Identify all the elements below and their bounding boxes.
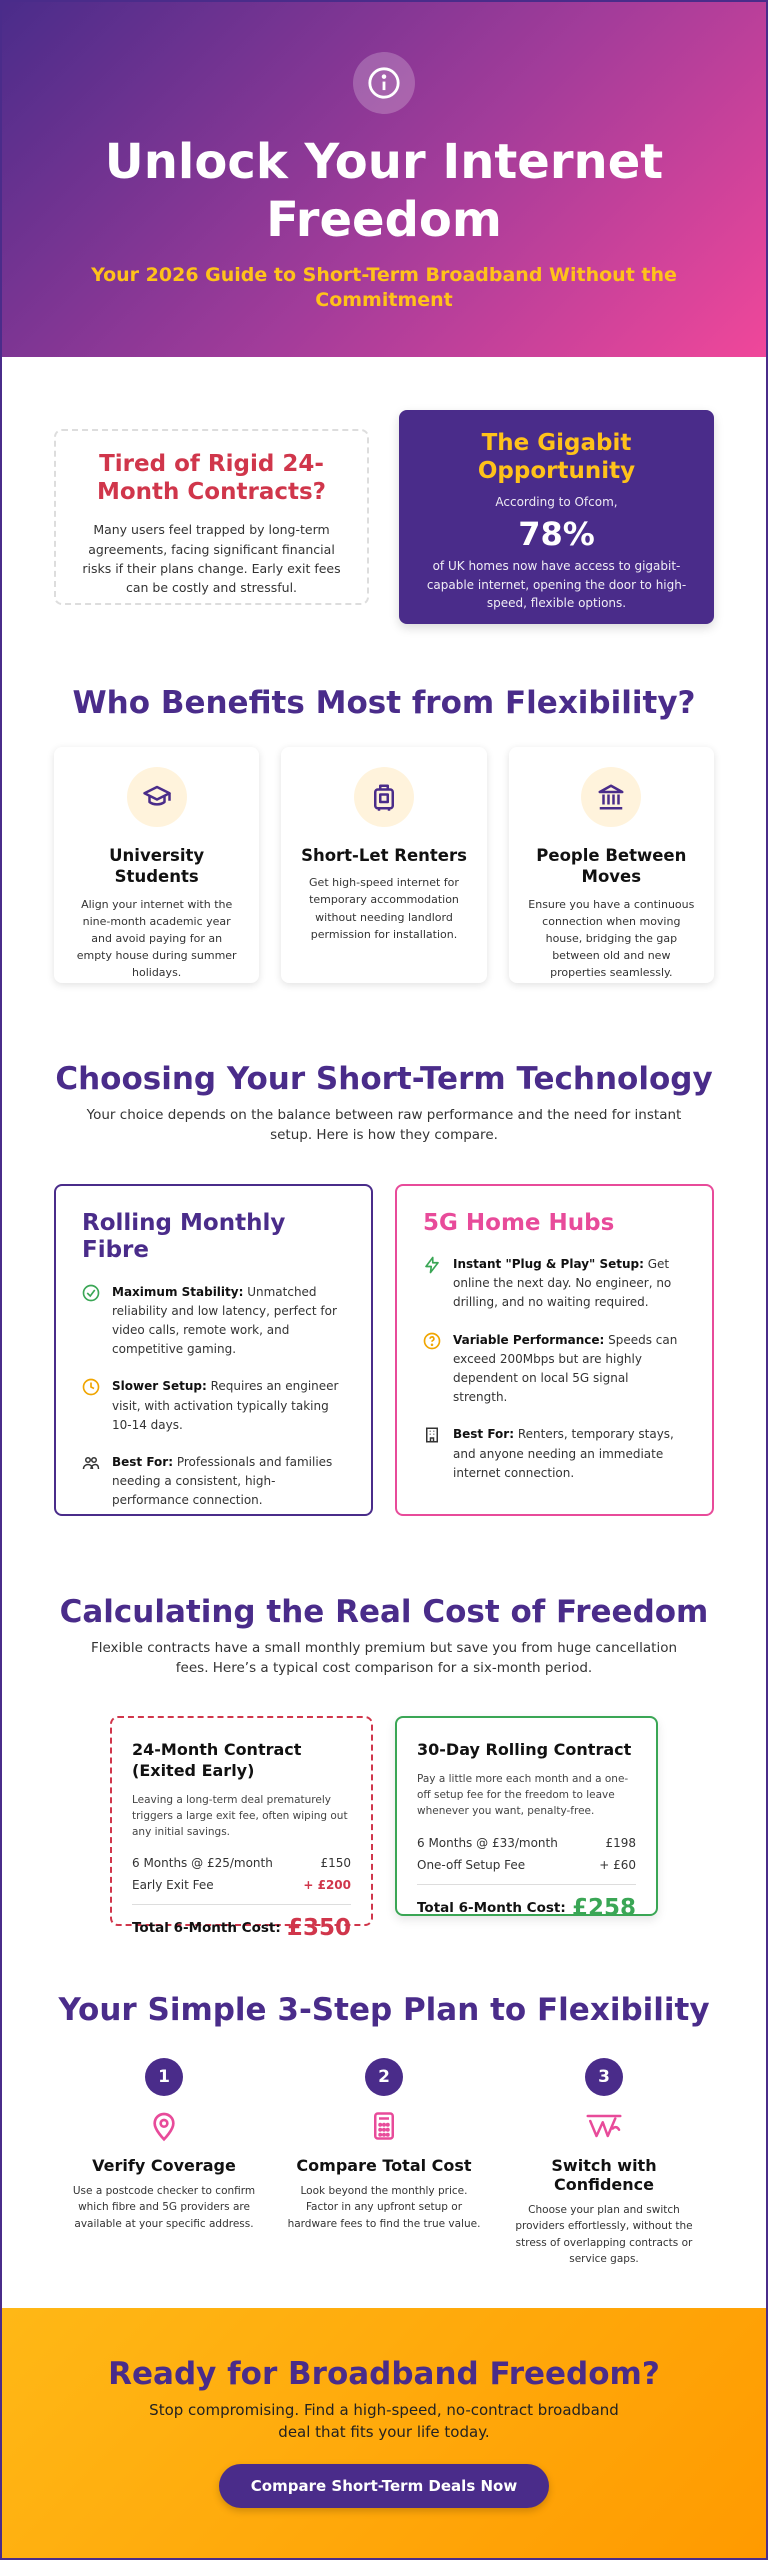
divider bbox=[417, 1884, 636, 1885]
cost-total bbox=[417, 1895, 636, 1921]
problem-text: Many users feel trapped by long-term agreements, facing significant financial risks if their plans change. Early exit fees can be costly and stressful. bbox=[82, 522, 341, 596]
fibre-title: Rolling Monthly Fibre bbox=[82, 1209, 286, 1264]
fibre-card bbox=[54, 1184, 373, 1516]
cost-line-value: + £60 bbox=[599, 1857, 636, 1872]
cost-card-desc: Leaving a long-term deal prematurely triggers a large exit fee, often wiping out any initial savings. bbox=[132, 1793, 348, 1839]
divider bbox=[132, 1904, 351, 1905]
tech-section bbox=[2, 983, 766, 1516]
building-icon bbox=[581, 767, 641, 827]
check-circle-icon bbox=[82, 1283, 100, 1360]
rolling-cost-card bbox=[395, 1716, 658, 1921]
stat-source: According to Ofcom, bbox=[495, 495, 618, 510]
step-item bbox=[494, 2058, 714, 2267]
benefits-title: Who Benefits Most from Flexibility? bbox=[72, 685, 696, 721]
cost-line bbox=[132, 1874, 351, 1896]
tech-item-text: Professionals and families needing a consistent, high-performance connection. bbox=[112, 1455, 333, 1508]
tech-item-text: Requires an engineer visit, with activation typically taking 10-14 days. bbox=[112, 1379, 339, 1432]
benefit-title: People Between Moves bbox=[536, 846, 687, 887]
cost-line bbox=[417, 1854, 636, 1876]
tech-item-label: Slower Setup: bbox=[112, 1379, 207, 1394]
tech-item-text: Unmatched reliability and low latency, perfect for video calls, remote work, and competitive gaming. bbox=[112, 1284, 337, 1357]
step-number: 3 bbox=[585, 2058, 623, 2096]
compare-deals-button[interactable]: Compare Short-Term Deals Now bbox=[219, 2464, 549, 2508]
tech-item bbox=[82, 1283, 345, 1360]
tech-item bbox=[423, 1425, 686, 1483]
steps-section bbox=[2, 1926, 766, 2267]
cta-text: Stop compromising. Find a high-speed, no-contract broadband deal that fits your life today. bbox=[149, 2401, 619, 2441]
step-title: Compare Total Cost bbox=[296, 2156, 472, 2175]
cost-total-value: £258 bbox=[571, 1894, 636, 1921]
tech-subtitle: Your choice depends on the balance between raw performance and the need for instant setup. Here is how they compare. bbox=[86, 1107, 682, 1144]
step-text: Use a postcode checker to confirm which fibre and 5G providers are available at your specific address. bbox=[72, 2185, 256, 2230]
step-item bbox=[274, 2058, 494, 2267]
cost-card-title: 24-Month Contract (Exited Early) bbox=[132, 1740, 302, 1780]
tech-title: Choosing Your Short-Term Technology bbox=[55, 1061, 713, 1097]
cost-subtitle: Flexible contracts have a small monthly premium but save you from huge cancellation fees. Here’s a typical cost comparison for a six-month period. bbox=[90, 1639, 678, 1676]
cost-total bbox=[132, 1915, 351, 1941]
graduation-cap-icon bbox=[127, 767, 187, 827]
cost-line-value: + £200 bbox=[303, 1878, 351, 1893]
stat-card bbox=[399, 410, 714, 624]
step-item bbox=[54, 2058, 274, 2267]
benefit-card-movers bbox=[509, 747, 714, 983]
cost-line bbox=[132, 1852, 351, 1874]
clock-icon bbox=[82, 1377, 100, 1435]
page-title: Unlock Your Internet Freedom bbox=[104, 134, 664, 248]
tech-item bbox=[423, 1255, 686, 1313]
benefit-text: Get high-speed internet for temporary accommodation without needing landlord permission for installation. bbox=[309, 876, 459, 941]
cost-section bbox=[2, 1516, 766, 1942]
cost-card-desc: Pay a little more each month and a one-off setup fee for the freedom to leave whenever you want, penalty-free. bbox=[417, 1772, 629, 1818]
tech-item-text: Speeds can exceed 200Mbps but are highly dependent on local 5G signal strength. bbox=[453, 1332, 678, 1405]
cost-card-title: 30-Day Rolling Contract bbox=[417, 1740, 632, 1759]
cost-title: Calculating the Real Cost of Freedom bbox=[59, 1593, 709, 1630]
step-text: Look beyond the monthly price. Factor in any upfront setup or hardware fees to find the true value. bbox=[287, 2185, 481, 2230]
cost-line-label: One-off Setup Fee bbox=[417, 1857, 526, 1872]
cost-line-value: £198 bbox=[605, 1835, 636, 1850]
step-title: Verify Coverage bbox=[92, 2156, 236, 2175]
cost-total-value: £350 bbox=[286, 1915, 351, 1942]
tech-item bbox=[82, 1377, 345, 1435]
benefit-text: Ensure you have a continuous connection when moving house, bridging the gap between old and new properties seamlessly. bbox=[528, 897, 695, 980]
step-title: Switch with Confidence bbox=[551, 2156, 657, 2194]
benefits-section bbox=[2, 637, 766, 983]
cost-line-label: Early Exit Fee bbox=[132, 1878, 214, 1893]
fiveg-card bbox=[395, 1184, 714, 1516]
cost-total-label: Total 6-Month Cost: bbox=[132, 1920, 281, 1937]
cta-title: Ready for Broadband Freedom? bbox=[108, 2356, 660, 2392]
step-number: 2 bbox=[365, 2058, 403, 2096]
steps-title: Your Simple 3-Step Plan to Flexibility bbox=[58, 1992, 710, 2028]
info-icon bbox=[353, 52, 415, 114]
tech-item-label: Best For: bbox=[453, 1427, 515, 1442]
cta-section bbox=[2, 2308, 766, 2560]
cost-line-label: 6 Months @ £33/month bbox=[417, 1835, 558, 1850]
benefit-title: University Students bbox=[109, 846, 205, 887]
benefit-card-students bbox=[54, 747, 259, 983]
hero-banner bbox=[2, 2, 766, 357]
lightning-icon bbox=[423, 1255, 441, 1313]
contract-cost-card bbox=[110, 1716, 373, 1942]
problem-card bbox=[54, 429, 369, 605]
tech-item bbox=[423, 1331, 686, 1408]
benefit-title: Short-Let Renters bbox=[301, 846, 467, 865]
benefit-text: Align your internet with the nine-month academic year and avoid paying for an empty house during summer holidays. bbox=[76, 897, 237, 980]
tech-item-label: Best For: bbox=[112, 1455, 174, 1469]
problem-title: Tired of Rigid 24-Month Contracts? bbox=[96, 451, 326, 505]
calculator-icon bbox=[284, 2106, 484, 2146]
benefit-card-renters bbox=[281, 747, 486, 983]
stat-text: of UK homes now have access to gigabit-capable internet, opening the door to high-speed, flexible options. bbox=[426, 559, 687, 611]
fiveg-title: 5G Home Hubs bbox=[423, 1209, 615, 1236]
intro-section bbox=[2, 357, 766, 637]
stat-value: 78% bbox=[518, 515, 595, 554]
tech-item-text: Renters, temporary stays, and anyone needing an immediate internet connection. bbox=[453, 1427, 674, 1480]
question-circle-icon bbox=[423, 1331, 441, 1408]
tech-item-label: Instant "Plug & Play" Setup: bbox=[453, 1257, 644, 1272]
tech-item-text: Get online the next day. No engineer, no drilling, and no waiting required. bbox=[453, 1257, 672, 1310]
apartment-icon bbox=[423, 1425, 441, 1483]
map-pin-icon bbox=[64, 2106, 264, 2146]
tech-item-label: Maximum Stability: bbox=[112, 1284, 244, 1299]
page-subtitle: Your 2026 Guide to Short-Term Broadband Without the Commitment bbox=[91, 264, 677, 311]
suitcase-icon bbox=[354, 767, 414, 827]
tech-item bbox=[82, 1453, 345, 1511]
cost-line-label: 6 Months @ £25/month bbox=[132, 1856, 273, 1871]
step-text: Choose your plan and switch providers effortlessly, without the stress of overlapping contracts or service gaps. bbox=[515, 2204, 693, 2265]
step-number: 1 bbox=[145, 2058, 183, 2096]
cost-line bbox=[417, 1832, 636, 1854]
stat-title: The Gigabit Opportunity bbox=[477, 430, 636, 484]
tech-item-label: Variable Performance: bbox=[453, 1332, 605, 1347]
cost-total-label: Total 6-Month Cost: bbox=[417, 1899, 566, 1916]
signature-icon bbox=[504, 2106, 704, 2146]
users-icon bbox=[82, 1453, 100, 1511]
cost-line-value: £150 bbox=[320, 1856, 351, 1871]
